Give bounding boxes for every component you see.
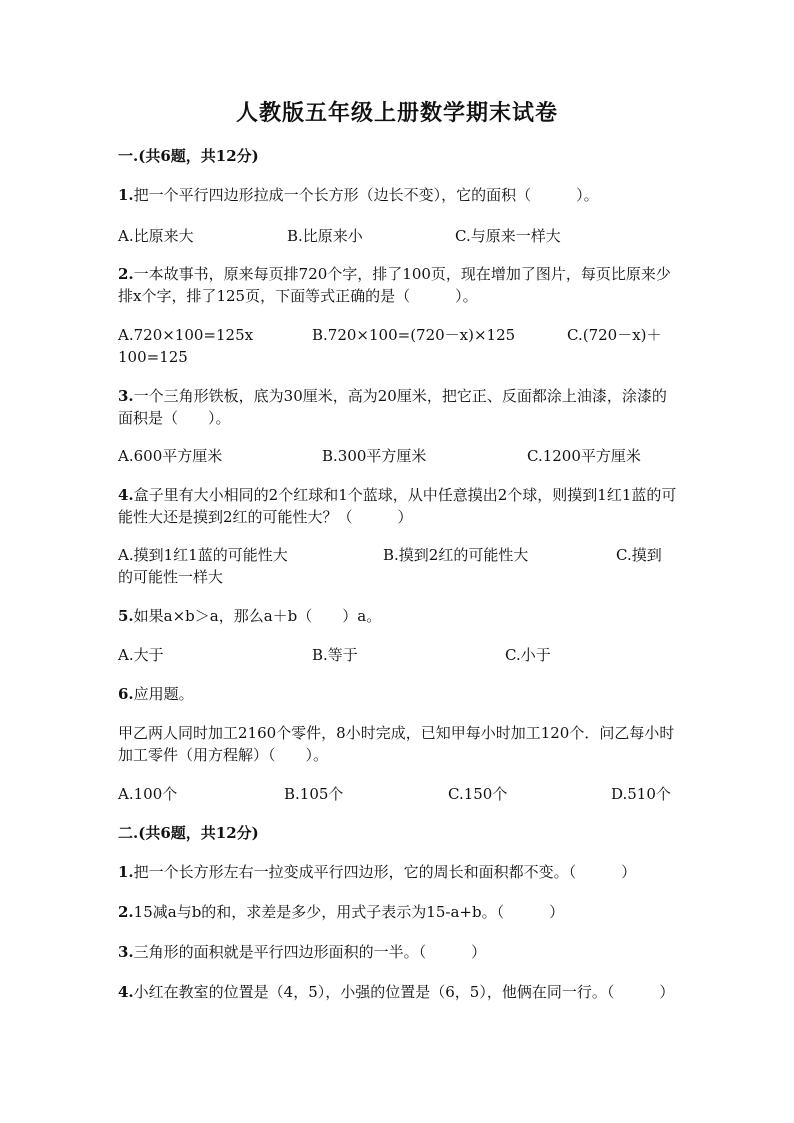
question-number: 3. bbox=[118, 387, 134, 405]
question-2-3 bbox=[118, 941, 678, 963]
question-1-4 bbox=[118, 484, 678, 528]
option-c: C.1200平方厘米 bbox=[527, 447, 641, 465]
question-1-6 bbox=[118, 683, 678, 705]
question-text: 三角形的面积就是平行四边形面积的一半。（ ） bbox=[133, 943, 487, 961]
option-b: B.摸到2红的可能性大 bbox=[383, 546, 529, 564]
option-a: A.720×100=125x bbox=[118, 326, 254, 344]
option-b: B.105个 bbox=[284, 785, 344, 803]
option-a: A.600平方厘米 bbox=[118, 447, 223, 465]
question-text: 如果a×b＞a，那么a＋b（ ）a。 bbox=[133, 607, 382, 625]
question-number: 3. bbox=[118, 943, 134, 961]
option-a: A.摸到1红1蓝的可能性大 bbox=[118, 546, 288, 564]
option-a: A.比原来大 bbox=[118, 227, 194, 245]
question-number: 1. bbox=[118, 863, 134, 881]
question-text: 小红在教室的位置是（4，5），小强的位置是（6，5），他俩在同一行。（ ） bbox=[133, 983, 675, 1001]
question-text: 15减a与b的和，求差是多少，用式子表示为15-a+b。（ ） bbox=[133, 903, 565, 921]
question-number: 4. bbox=[118, 486, 134, 504]
question-1-3 bbox=[118, 385, 678, 429]
page-title: 人教版五年级上册数学期末试卷 bbox=[235, 100, 558, 126]
question-1-2 bbox=[118, 263, 678, 307]
question-number: 5. bbox=[118, 607, 134, 625]
question-number: 6. bbox=[118, 685, 134, 703]
question-1-5 bbox=[118, 605, 678, 627]
question-number: 1. bbox=[118, 186, 134, 204]
option-c: C.摸到 bbox=[616, 546, 662, 564]
question-text: 把一个长方形左右一拉变成平行四边形，它的周长和面积都不变。（ ） bbox=[133, 863, 637, 881]
option-c: C.150个 bbox=[448, 785, 508, 803]
option-c: C.(720－x)＋ bbox=[567, 326, 662, 344]
option-c-continued: 的可能性一样大 bbox=[118, 568, 224, 586]
question-text: 盒子里有大小相同的2个红球和1个蓝球，从中任意摸出2个球，则摸到1红1蓝的可能性大还是摸到2红的可能性大？（ ） bbox=[118, 486, 677, 526]
section-heading-1: 一.(共6题，共12分) bbox=[118, 147, 259, 165]
question-text: 一本故事书，原来每页排720个字，排了100页，现在增加了图片，每页比原来少排x个字，排了125页，下面等式正确的是（ ）。 bbox=[118, 265, 671, 305]
option-b: B.720×100=(720－x)×125 bbox=[312, 326, 516, 344]
question-text: 把一个平行四边形拉成一个长方形（边长不变），它的面积（ ）。 bbox=[133, 186, 599, 204]
question-number: 2. bbox=[118, 903, 134, 921]
question-2-2 bbox=[118, 901, 678, 923]
option-c: C.与原来一样大 bbox=[455, 227, 561, 245]
option-b: B.等于 bbox=[312, 646, 358, 664]
question-2-1 bbox=[118, 861, 678, 883]
option-b: B.300平方厘米 bbox=[322, 447, 427, 465]
option-a: A.100个 bbox=[118, 785, 178, 803]
question-2-4 bbox=[118, 981, 678, 1003]
question-number: 2. bbox=[118, 265, 134, 283]
option-a: A.大于 bbox=[118, 646, 164, 664]
option-c: C.小于 bbox=[505, 646, 551, 664]
option-d: D.510个 bbox=[611, 785, 671, 803]
option-b: B.比原来小 bbox=[287, 227, 363, 245]
question-1-1 bbox=[118, 184, 678, 206]
option-c-continued: 100=125 bbox=[118, 348, 188, 366]
question-1-6-body: 甲乙两人同时加工2160个零件，8小时完成，已知甲每小时加工120个．问乙每小时加工零件（用方程解）（ ）。 bbox=[118, 724, 675, 764]
question-text: 一个三角形铁板，底为30厘米，高为20厘米，把它正、反面都涂上油漆，涂漆的面积是（ ）。 bbox=[118, 387, 667, 427]
question-number: 4. bbox=[118, 983, 134, 1001]
section-heading-2: 二.(共6题，共12分) bbox=[118, 824, 259, 842]
question-text: 应用题。 bbox=[133, 685, 194, 703]
